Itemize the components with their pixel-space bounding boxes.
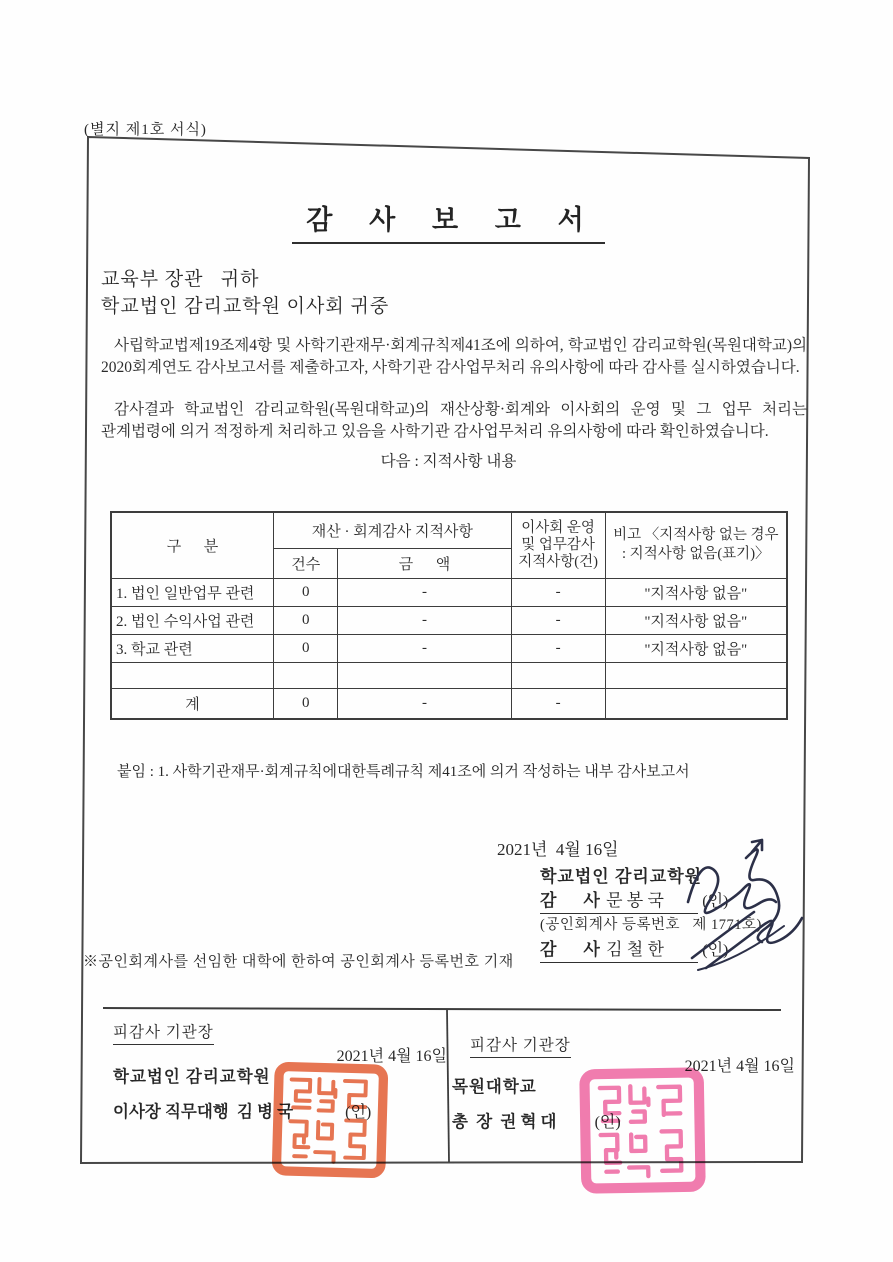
form-label: (별지 제1호 서식) [84, 122, 207, 138]
table-row [111, 578, 787, 606]
row4-amount [338, 662, 511, 688]
header-note [605, 512, 787, 578]
total-board: - [511, 688, 605, 719]
audited-left-organization: 학교법인 감리교학원 [113, 1067, 271, 1086]
total-category: 계 [111, 688, 274, 719]
audited-right-date: 2021년 4월 16일 [684, 1058, 795, 1075]
audited-right-seal-mark: (인) [594, 1114, 621, 1131]
header-note-line1: 비고 〈지적사항 없는 경우 [613, 527, 779, 544]
report-title [88, 198, 809, 244]
row1-note: "지적사항 없음" [605, 578, 787, 606]
auditor1-name: 문 봉 국 [606, 891, 664, 910]
header-category: 구 분 [111, 512, 274, 578]
bottom-section-divider-horizontal [103, 1008, 781, 1010]
header-note-line2: : 지적사항 없음(표기)〉 [622, 546, 770, 563]
auditor1-underlined [540, 889, 698, 914]
table-header-row-1 [111, 512, 787, 548]
row4-board [511, 662, 605, 688]
auditor1-label: 감 사 [540, 891, 602, 910]
header-count: 건수 [274, 548, 338, 578]
signature-arrow [752, 840, 762, 852]
audited-left-heading-text: 피감사 기관장 [113, 1020, 214, 1045]
row4-note [605, 662, 787, 688]
table-caption: 다음 : 지적사항 내용 [380, 453, 517, 470]
audited-left-signer-name: 이사장 직무대행 김 병 국 [113, 1102, 294, 1121]
row4-count [274, 662, 338, 688]
row2-count: 0 [274, 606, 338, 634]
signing-organization: 학교법인 감리교학원 [540, 867, 703, 886]
header-property-audit-group: 재산 · 회계감사 지적사항 [274, 512, 512, 548]
total-note [605, 688, 787, 719]
table-row-empty [111, 662, 787, 688]
table-row [111, 634, 787, 662]
audited-right-section-heading [470, 1033, 571, 1058]
table-row [111, 606, 787, 634]
cpa-footnote: ※공인회계사를 선임한 대학에 한하여 공인회계사 등록번호 기재 [83, 954, 514, 970]
audited-right-organization: 목원대학교 [452, 1077, 537, 1096]
row2-board: - [511, 606, 605, 634]
audited-right-heading-text: 피감사 기관장 [470, 1033, 571, 1058]
row2-category: 2. 법인 수익사업 관련 [111, 606, 274, 634]
findings-table [110, 511, 788, 720]
bottom-section-divider-vertical [447, 1009, 449, 1162]
university-seal-stamp [574, 1066, 711, 1195]
audited-right-signer-name: 총 장 권 혁 대 [452, 1112, 557, 1131]
row3-note: "지적사항 없음" [605, 634, 787, 662]
row1-board: - [511, 578, 605, 606]
attachment-note: 붙임 : 1. 사학기관재무·회계규칙에대한특례규칙 제41조에 의거 작성하는 내부 감사보고서 [117, 764, 690, 780]
auditor2-underlined [540, 938, 698, 963]
auditor2-seal-mark: (인) [702, 942, 729, 959]
recipient-minister: 교육부 장관 귀하 [101, 269, 260, 290]
recipient-board: 학교법인 감리교학원 이사회 귀중 [101, 296, 390, 317]
row1-amount: - [338, 578, 511, 606]
row3-board: - [511, 634, 605, 662]
total-amount: - [338, 688, 511, 719]
cpa-registration-line: (공인회계사 등록번호 제 1771호) [540, 917, 762, 933]
auditor2-line [540, 938, 762, 963]
body-paragraph-2: 감사결과 학교법인 감리교학원(목원대학교)의 재산상황·회계와 이사회의 운영 및 그 업무 처리는 관계법령에 의거 적정하게 처리하고 있음을 사학기관 감사업무처리 유의사항에 따라 확인하였습니다. [101, 401, 807, 440]
auditor1-line [540, 889, 762, 914]
table-row-total [111, 688, 787, 719]
auditor-signature-block [540, 865, 762, 963]
auditor2-label: 감 사 [540, 940, 602, 959]
row2-amount: - [338, 606, 511, 634]
report-title-text: 감 사 보 고 서 [292, 198, 604, 244]
corporation-seal-stamp [270, 1059, 389, 1180]
body-paragraph-1: 사립학교법제19조제4항 및 사학기관재무·회계규칙제41조에 의하여, 학교법인 감리교학원(목원대학교)의 2020회계연도 감사보고서를 제출하고자, 사학기관 감사업무처리 유의사항에 따라 감사를 실시하였습니다. [101, 337, 807, 376]
row1-category: 1. 법인 일반업무 관련 [111, 578, 274, 606]
signing-date: 2021년 4월 16일 [497, 840, 619, 859]
row4-category [111, 662, 274, 688]
audited-left-date: 2021년 4월 16일 [336, 1048, 447, 1065]
header-amount: 금 액 [338, 548, 511, 578]
auditor2-name: 김 철 한 [606, 940, 664, 959]
row2-note: "지적사항 없음" [605, 606, 787, 634]
row3-count: 0 [274, 634, 338, 662]
auditor1-seal-mark: (인) [702, 893, 729, 910]
total-count: 0 [274, 688, 338, 719]
row3-amount: - [338, 634, 511, 662]
row3-category: 3. 학교 관련 [111, 634, 274, 662]
header-board-audit: 이사회 운영 및 업무감사 지적사항(건) [511, 512, 605, 578]
row1-count: 0 [274, 578, 338, 606]
audited-left-seal-mark: (인) [345, 1104, 372, 1121]
audited-left-section-heading [113, 1020, 214, 1045]
